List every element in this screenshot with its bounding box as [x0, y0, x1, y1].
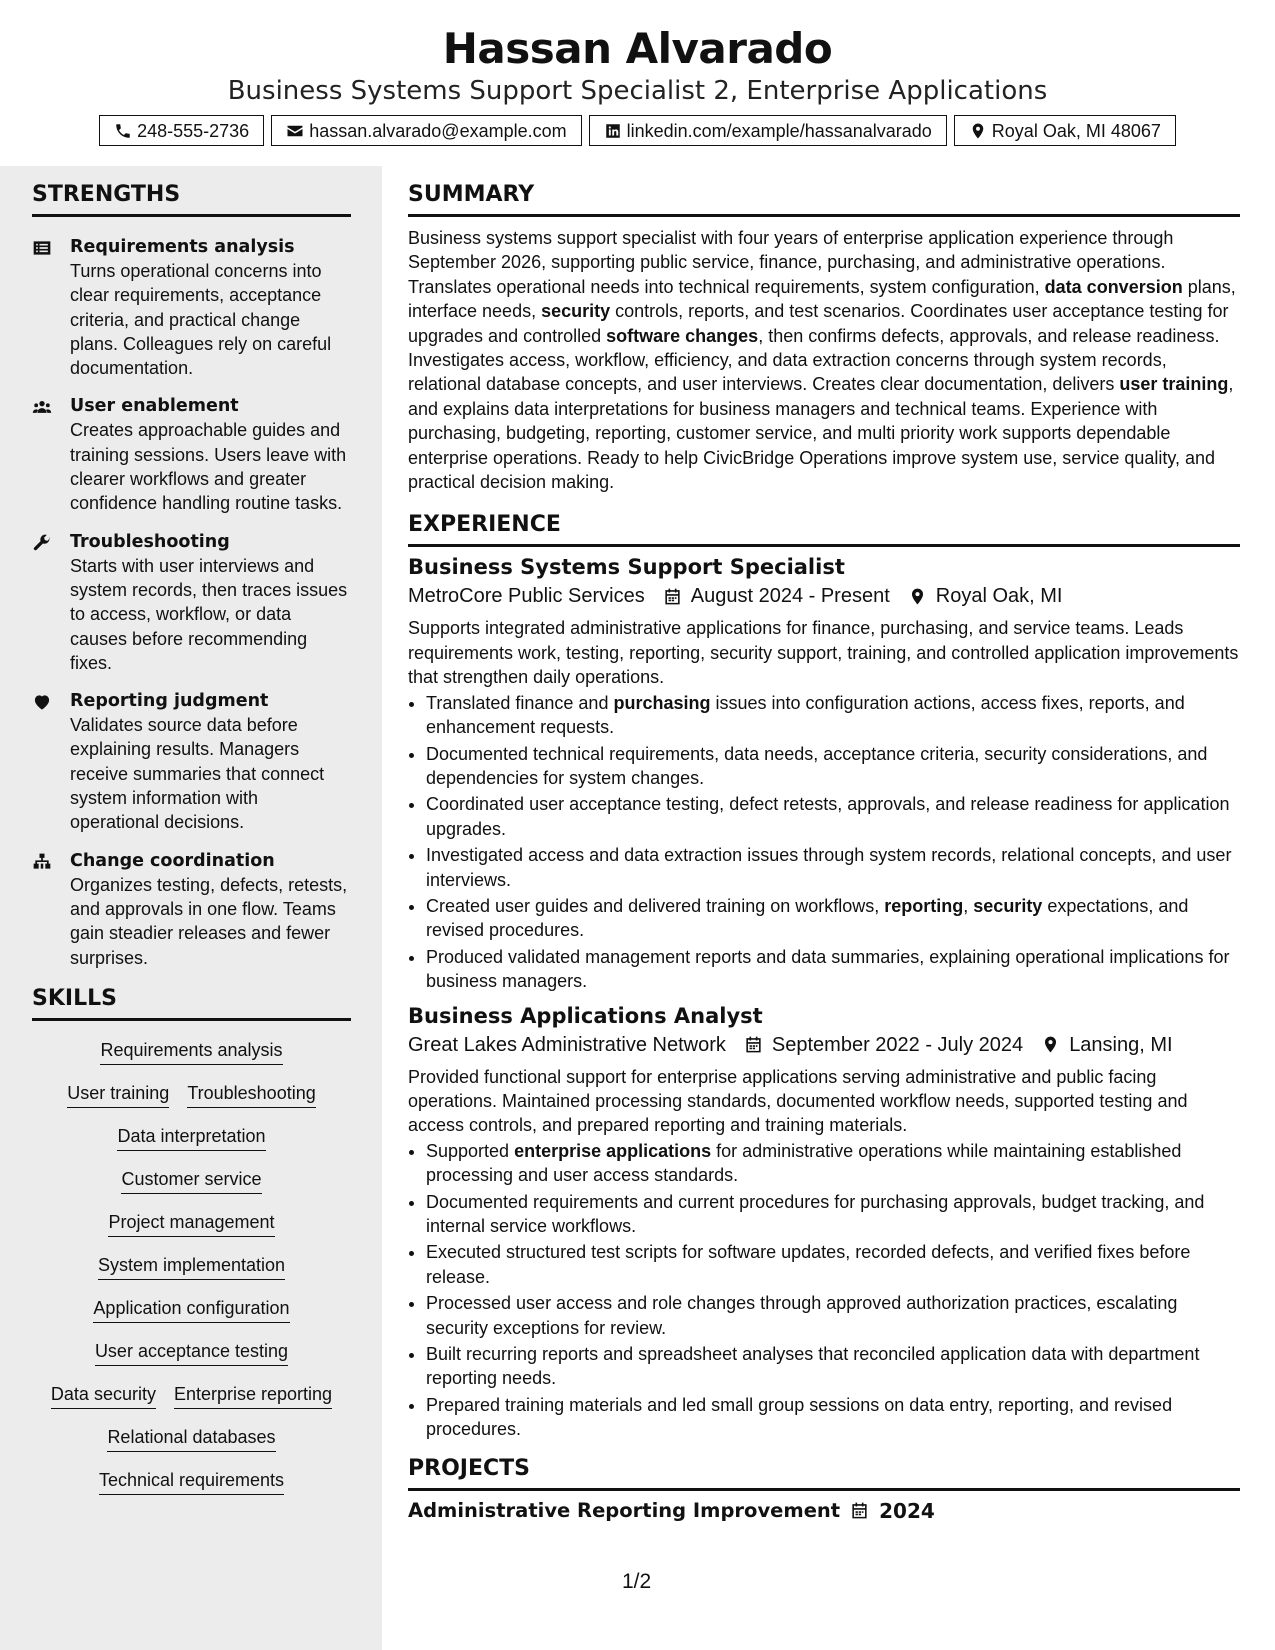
skills-list — [32, 1039, 351, 1495]
job-dates: August 2024 - Present — [690, 585, 890, 608]
summary-run: Business systems support specialist with four years of enterprise application experience through September 2026, supporting public service, finance, purchasing, and administrative operations. Translates operational needs into technical requirements, system configuration, — [408, 228, 1174, 297]
contact-location — [954, 115, 1176, 146]
map-pin-icon — [969, 122, 987, 140]
job-title: Business Systems Support Specialist — [408, 555, 845, 580]
strength-title: User enablement — [70, 396, 239, 417]
skill-tag: Customer service — [121, 1168, 261, 1194]
job-title: Business Applications Analyst — [408, 1003, 763, 1028]
job-summary: Provided functional support for enterprise applications serving administrative and public facing operations. Maintained processing standards, documented workflow needs, supported testing and access controls, and prepared reporting and training materials. — [408, 1066, 1188, 1136]
candidate-title: Business Systems Support Specialist 2, Enterprise Applications — [227, 76, 1048, 106]
page-number: 1/2 — [622, 1570, 652, 1593]
contact-linkedin[interactable] — [589, 115, 947, 146]
strength-desc: Creates approachable guides and training sessions. Users leave with clearer workflows and greater confidence handling routine tasks. — [70, 420, 347, 514]
summary-keyword: data conversion — [1044, 276, 1183, 297]
summary-keyword: software changes — [606, 325, 759, 346]
strength-title: Reporting judgment — [70, 691, 269, 712]
summary-text — [408, 226, 1240, 494]
skill-tag: Application configuration — [93, 1297, 289, 1323]
job-entry — [408, 553, 1240, 993]
strengths-list — [0, 235, 382, 970]
wrench-icon — [32, 533, 52, 553]
list-card-icon — [32, 238, 52, 258]
skill-tag: System implementation — [98, 1254, 285, 1280]
resume-header — [0, 0, 1275, 166]
contact-email[interactable] — [271, 115, 581, 146]
summary-run: , then confirms defects, approvals, and release readiness. Investigates access, workflow, efficiency, and data extraction concerns through system records, relational database concepts, and user interviews. Creates clear documentation, delivers — [408, 325, 1220, 395]
list-item: • Built recurring reports and spreadsheet analyses that reconciled application data with department reporting needs. — [426, 1342, 1240, 1391]
experience-heading: EXPERIENCE — [408, 512, 1240, 547]
list-item: • Executed structured test scripts for software updates, recorded defects, and verified fixes before release. — [426, 1240, 1240, 1289]
job-company: MetroCore Public Services — [408, 585, 645, 608]
project-year: 2024 — [879, 1498, 935, 1523]
list-item: • Coordinated user acceptance testing, defect retests, approvals, and release readiness for application upgrades. — [426, 792, 1240, 841]
list-item: • Documented requirements and current procedures for purchasing approvals, budget tracking, and internal service workflows. — [426, 1190, 1240, 1239]
strength-title: Change coordination — [70, 850, 275, 871]
strengths-heading: STRENGTHS — [32, 182, 351, 217]
job-bullets — [408, 691, 1240, 994]
envelope-icon — [286, 122, 304, 140]
skill-tag: Data interpretation — [117, 1125, 265, 1151]
job-location: Lansing, MI — [1069, 1033, 1173, 1056]
contact-phone[interactable] — [99, 115, 264, 146]
calendar-icon — [663, 587, 682, 606]
summary-heading: SUMMARY — [408, 182, 1240, 217]
phone-icon — [114, 122, 132, 140]
strength-title: Requirements analysis — [70, 237, 295, 257]
contact-email-text: hassan.alvarado@example.com — [309, 120, 567, 141]
project-name: Administrative Reporting Improvement — [408, 1498, 841, 1522]
strength-item — [32, 530, 352, 675]
strength-item — [32, 689, 352, 834]
strength-desc: Turns operational concerns into clear requirements, acceptance criteria, and practical change plans. Colleagues rely on careful documentation. — [70, 261, 332, 379]
skill-tag: Technical requirements — [99, 1469, 284, 1495]
main-column — [408, 166, 1240, 1525]
job-meta — [408, 581, 1240, 611]
calendar-icon — [850, 1501, 869, 1520]
list-item: • Processed user access and role changes through approved authorization practices, escalating security exceptions for review. — [426, 1291, 1240, 1340]
skills-heading: SKILLS — [32, 986, 351, 1021]
strength-desc: Validates source data before explaining results. Managers receive summaries that connect system information with operational decisions. — [70, 715, 325, 833]
summary-keyword: security — [541, 301, 611, 322]
map-pin-icon — [1041, 1035, 1060, 1054]
strength-item — [32, 849, 352, 970]
users-icon — [32, 397, 52, 417]
contact-linkedin-text: linkedin.com/example/hassanalvarado — [626, 120, 932, 141]
strength-desc: Starts with user interviews and system records, then traces issues to access, workflow, or data causes before recommending fixes. — [70, 555, 348, 673]
projects-heading: PROJECTS — [408, 1456, 1240, 1491]
job-summary: Supports integrated administrative applications for finance, purchasing, and service teams. Leads requirements work, testing, reporting, security support, training, and controlled application improvements that strengthen daily operations. — [408, 618, 1239, 688]
list-item: • Documented technical requirements, data needs, acceptance criteria, security considerations, and dependencies for system changes. — [426, 742, 1240, 791]
skill-tag: User acceptance testing — [95, 1340, 288, 1366]
skill-tag: Requirements analysis — [100, 1039, 282, 1065]
summary-keyword: user training — [1119, 374, 1229, 395]
list-item: • Supported enterprise applications for administrative operations while maintaining established processing and user access standards. — [426, 1139, 1240, 1188]
summary-run: , and explains data interpretations for business managers and technical teams. Experience with purchasing, budgeting, reporting, customer service, and multi priority work supports dependable enterprise operations. Ready to help CivicBridge Operations improve system use, service quality, and practical decision making. — [408, 374, 1234, 493]
list-item: • Investigated access and data extraction issues through system records, relational concepts, and user interviews. — [426, 843, 1240, 892]
job-bullets — [408, 1139, 1240, 1442]
strength-desc: Organizes testing, defects, retests, and approvals in one flow. Teams gain steadier releases and fewer surprises. — [70, 874, 348, 968]
skill-tag: Enterprise reporting — [174, 1383, 332, 1409]
sitemap-icon — [32, 852, 52, 872]
project-entry — [408, 1497, 1240, 1525]
summary-run: plans, interface needs, — [408, 276, 1236, 322]
heart-icon — [32, 692, 52, 712]
job-company: Great Lakes Administrative Network — [408, 1033, 726, 1056]
skill-tag: User training — [67, 1082, 169, 1108]
contact-bar — [0, 115, 1275, 146]
list-item: • Prepared training materials and led small group sessions on data entry, reporting, and revised procedures. — [426, 1393, 1240, 1442]
job-meta — [408, 1030, 1240, 1060]
map-pin-icon — [908, 587, 927, 606]
strength-item — [32, 235, 352, 380]
summary-run: controls, reports, and test scenarios. Coordinates user acceptance testing for upgrades and controlled — [408, 301, 1229, 346]
contact-phone-text: 248-555-2736 — [137, 120, 250, 141]
contact-location-text: Royal Oak, MI 48067 — [991, 120, 1161, 141]
skill-tag: Data security — [51, 1383, 156, 1409]
calendar-icon — [744, 1035, 763, 1054]
strength-item — [32, 394, 352, 515]
candidate-name: Hassan Alvarado — [442, 24, 833, 73]
list-item: • Translated finance and purchasing issues into configuration actions, access fixes, reports, and enhancement requests. — [426, 691, 1240, 740]
list-item: • Created user guides and delivered training on workflows, reporting, security expectations, and revised procedures. — [426, 894, 1240, 943]
skill-tag: Relational databases — [107, 1426, 275, 1452]
sidebar — [0, 166, 382, 1650]
skill-tag: Project management — [108, 1211, 274, 1237]
skill-tag: Troubleshooting — [187, 1082, 315, 1108]
job-entry — [408, 1002, 1240, 1442]
linkedin-icon — [604, 122, 622, 140]
job-location: Royal Oak, MI — [935, 585, 1063, 608]
list-item: • Produced validated management reports and data summaries, explaining operational implications for business managers. — [426, 945, 1240, 994]
strength-title: Troubleshooting — [70, 531, 230, 552]
job-dates: September 2022 - July 2024 — [771, 1033, 1024, 1056]
